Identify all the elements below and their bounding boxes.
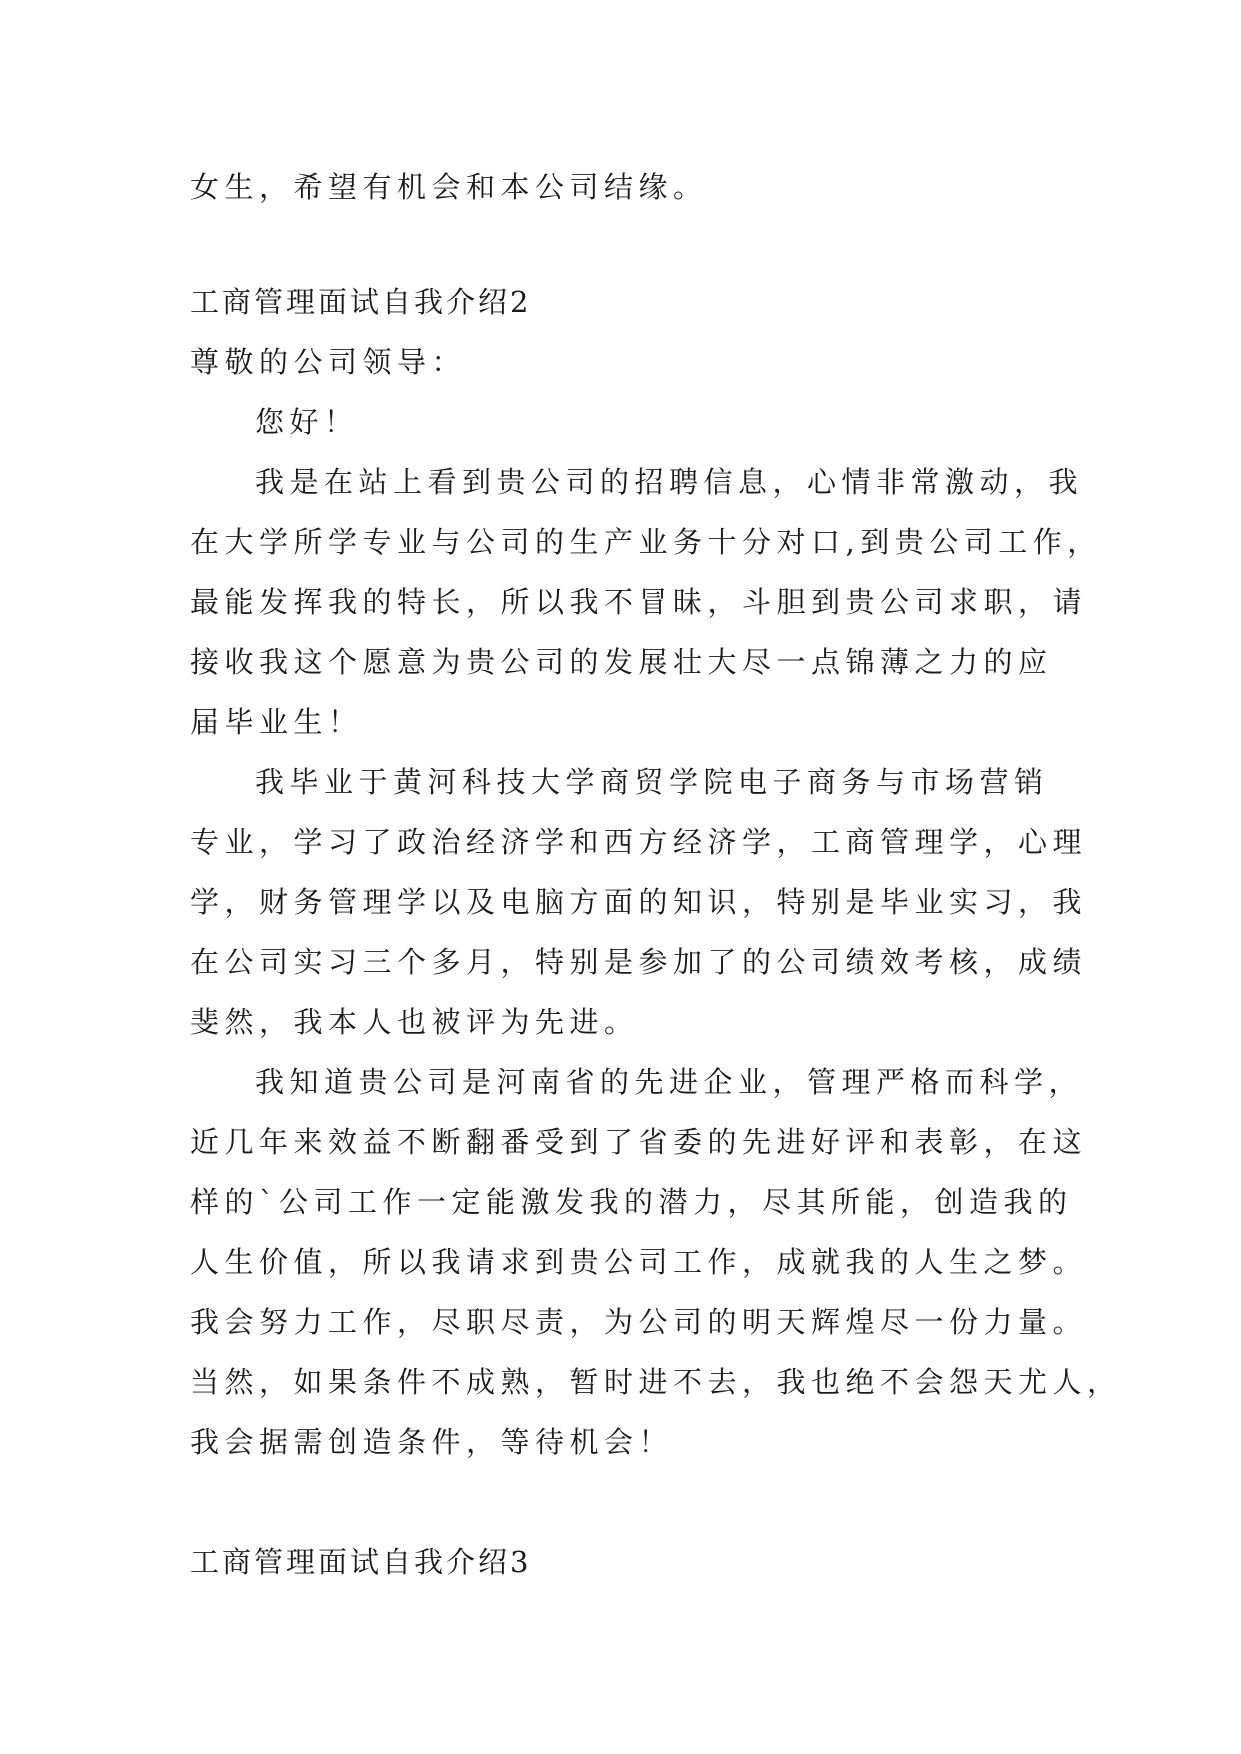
section-heading: 工商管理面试自我介绍3 — [190, 1545, 532, 1579]
paragraph-line: 近几年来效益不断翻番受到了省委的先进好评和表彰，在这 — [190, 1125, 1088, 1159]
paragraph-line: 当然，如果条件不成熟，暂时进不去，我也绝不会怨天尤人， — [190, 1365, 1122, 1399]
paragraph-line: 届毕业生！ — [190, 705, 363, 739]
paragraph-line: 最能发挥我的特长，所以我不冒昧，斗胆到贵公司求职，请 — [190, 585, 1088, 619]
paragraph-line: 专业，学习了政治经济学和西方经济学，工商管理学，心理 — [190, 825, 1088, 859]
paragraph-line: 我会据需创造条件，等待机会！ — [190, 1425, 674, 1459]
paragraph-line: 人生价值，所以我请求到贵公司工作，成就我的人生之梦。 — [190, 1245, 1088, 1279]
paragraph-line: 女生，希望有机会和本公司结缘。 — [190, 170, 708, 204]
paragraph-line: 在公司实习三个多月，特别是参加了的公司绩效考核，成绩 — [190, 945, 1088, 979]
paragraph-line: 在大学所学专业与公司的生产业务十分对口,到贵公司工作， — [190, 525, 1102, 559]
salutation: 尊敬的公司领导： — [190, 345, 467, 379]
paragraph-line: 我毕业于黄河科技大学商贸学院电子商务与市场营销 — [255, 765, 1049, 799]
section-heading: 工商管理面试自我介绍2 — [190, 285, 532, 319]
paragraph-line: 学，财务管理学以及电脑方面的知识，特别是毕业实习，我 — [190, 885, 1088, 919]
paragraph-line: 我知道贵公司是河南省的先进企业，管理严格而科学， — [255, 1065, 1084, 1099]
paragraph-line: 样的`公司工作一定能激发我的潜力，尽其所能，创造我的 — [190, 1185, 1073, 1219]
paragraph-line: 斐然，我本人也被评为先进。 — [190, 1005, 639, 1039]
paragraph-line: 我会努力工作，尽职尽责，为公司的明天辉煌尽一份力量。 — [190, 1305, 1088, 1339]
greeting: 您好！ — [255, 405, 359, 439]
paragraph-line: 接收我这个愿意为贵公司的发展壮大尽一点锦薄之力的应 — [190, 645, 1053, 679]
paragraph-line: 我是在站上看到贵公司的招聘信息，心情非常激动，我 — [255, 465, 1084, 499]
